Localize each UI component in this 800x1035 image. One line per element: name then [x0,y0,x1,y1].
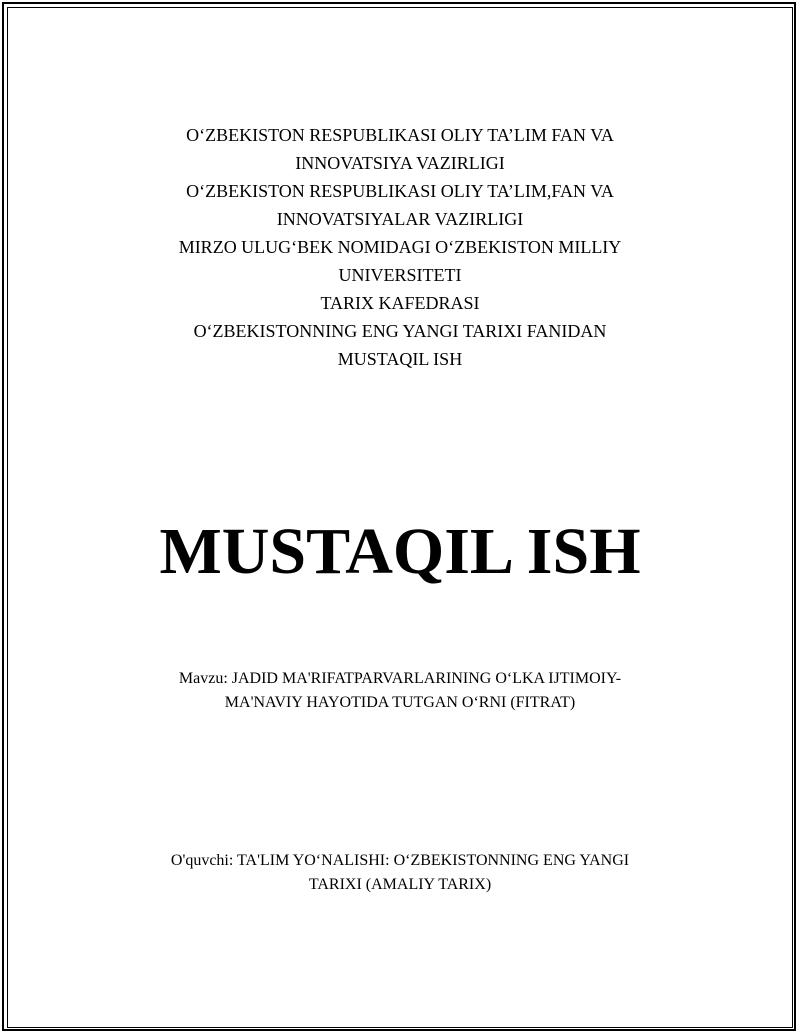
header-line-ministry-4: INNOVATSIYALAR VAZIRLIGI [276,209,524,229]
header-line-subject: O‘ZBEKISTONNING ENG YANGI TARIXI FANIDAN [193,321,607,341]
header-line-ministry-2: INNOVATSIYA VAZIRLIGI [295,153,505,173]
header-line-university-2: UNIVERSITETI [338,265,462,285]
header-line-ministry-1: O‘ZBEKISTON RESPUBLIKASI OLIY TA’LIM FAN VA [186,125,614,145]
header-line-ministry-3: O‘ZBEKISTON RESPUBLIKASI OLIY TA’LIM,FAN VA [186,181,614,201]
header-line-work-type: MUSTAQIL ISH [337,349,463,369]
topic-block [110,667,690,715]
topic-line-1: Mavzu: JADID MA'RIFATPARVARLARINING O‘LKA IJTIMOIY- [178,670,622,687]
student-line-2: TARIXI (AMALIY TARIX) [308,876,492,893]
student-block [110,849,690,897]
header-line-university-1: MIRZO ULUG‘BEK NOMIDAGI O‘ZBEKISTON MILLIY [178,237,622,257]
topic-line-2: MA'NAVIY HAYOTIDA TUTGAN O‘RNI (FITRAT) [224,694,576,711]
header-block [120,121,680,373]
main-title: MUSTAQIL ISH [159,515,641,588]
student-line-1: O'quvchi: TA'LIM YO‘NALISHI: O‘ZBEKISTONNING ENG YANGI [170,852,630,869]
header-line-department: TARIX KAFEDRASI [320,293,480,313]
